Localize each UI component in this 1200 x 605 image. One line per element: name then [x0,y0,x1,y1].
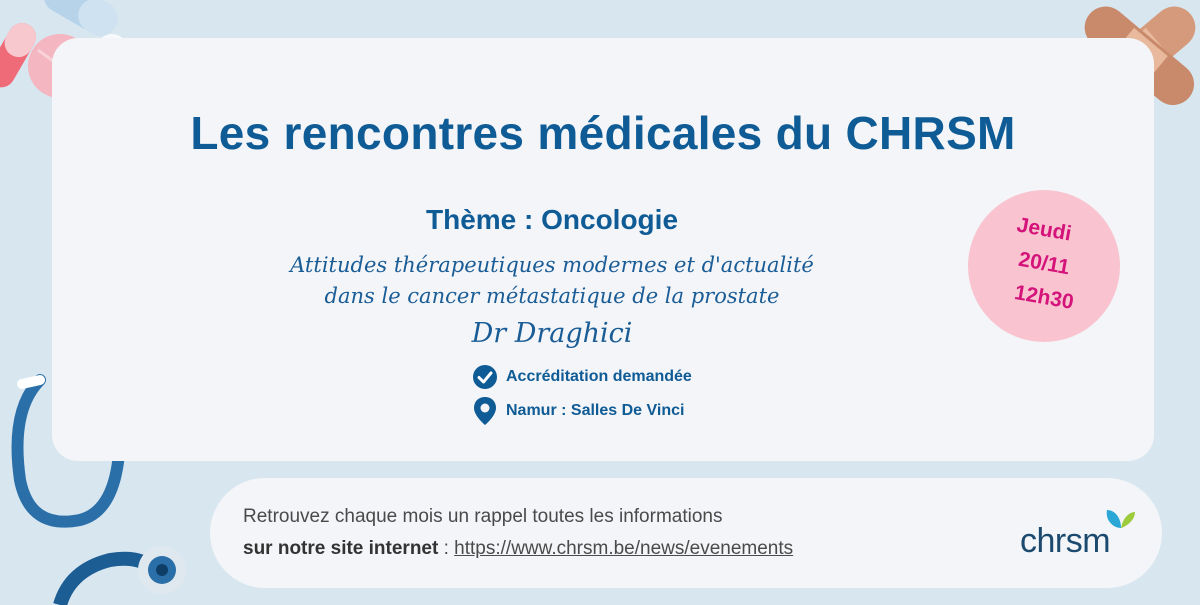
event-theme: Thème : Oncologie [425,204,679,235]
check-circle-icon [472,364,498,390]
date-date: 20/11 [1016,247,1072,280]
location-row [472,396,684,426]
event-subtitle-line1: Attitudes thérapeutiques modernes et d'actualité [290,253,814,277]
accreditation-row [472,364,692,390]
page-title: Les rencontres médicales du CHRSM [190,107,1016,159]
chrsm-logo-text: chrsm [1020,522,1111,560]
footer-text-line1: Retrouvez chaque mois un rappel toutes les informations [243,506,723,527]
date-time: 12h30 [1012,281,1076,315]
footer-separator: : [438,538,455,559]
footer-bold-text: sur notre site internet [243,538,439,559]
location-label: Namur : Salles De Vinci [506,402,685,419]
footer-card [210,478,1162,588]
date-badge [968,190,1120,342]
footer-text-line2 [243,538,793,560]
event-speaker: Dr Draghici [471,318,633,349]
event-subtitle-line2: dans le cancer métastatique de la prostate [324,284,780,308]
website-link[interactable]: https://www.chrsm.be/news/evenements [454,538,794,559]
accreditation-label: Accréditation demandée [506,368,692,385]
date-day: Jeudi [1015,213,1074,246]
location-pin-icon [472,396,498,426]
